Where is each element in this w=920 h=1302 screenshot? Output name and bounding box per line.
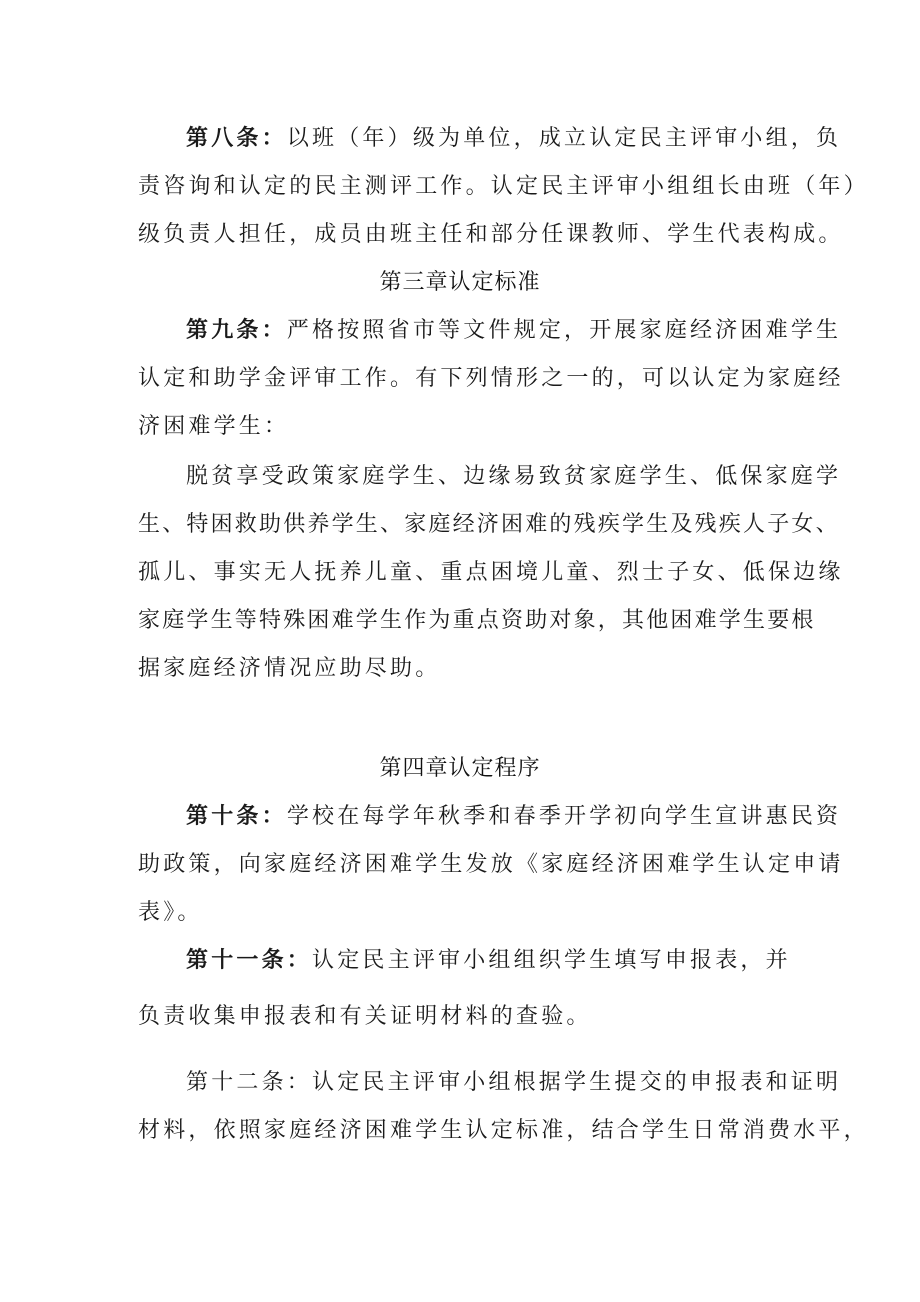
chapter-4-heading: 第四章认定程序 <box>379 756 541 781</box>
chapter-3-heading: 第三章认定标准 <box>379 270 541 295</box>
article-10-line-3: 表》。 <box>138 900 203 925</box>
article-9-line-3: 济困难学生： <box>138 414 290 439</box>
article-8-line-1 <box>186 124 841 154</box>
paragraph-9-line-2: 生、特困救助供养学生、家庭经济困难的残疾学生及残疾人子女、 <box>138 512 840 537</box>
article-10-line-1 <box>186 802 841 832</box>
article-9-line-1 <box>186 316 841 346</box>
article-9-text-1: 严格按照省市等文件规定，开展家庭经济困难学生 <box>286 318 842 343</box>
article-10-line-2: 助政策，向家庭经济困难学生发放《家庭经济困难学生认定申请 <box>138 852 844 877</box>
article-11-line-1 <box>186 946 791 976</box>
article-8-label: 第八条： <box>186 126 287 151</box>
paragraph-9-line-4: 家庭学生等特殊困难学生作为重点资助对象，其他困难学生要根 <box>138 608 816 633</box>
article-11-label: 第十一条： <box>186 948 313 973</box>
article-8-line-3: 级负责人担任，成员由班主任和部分任课教师、学生代表构成。 <box>138 222 844 247</box>
article-11-line-2: 负责收集申报表和有关证明材料的查验。 <box>138 1004 592 1029</box>
article-8-text-1: 以班（年）级为单位，成立认定民主评审小组，负 <box>286 126 842 151</box>
article-10-label: 第十条： <box>186 804 287 829</box>
article-9-line-2: 认定和助学金评审工作。有下列情形之一的，可以认定为家庭经 <box>138 366 844 391</box>
article-10-text-1: 学校在每学年秋季和春季开学初向学生宣讲惠民资 <box>286 804 842 829</box>
paragraph-9-line-1: 脱贫享受政策家庭学生、边缘易致贫家庭学生、低保家庭学 <box>186 464 842 489</box>
paragraph-9-line-5: 据家庭经济情况应助尽助。 <box>138 656 441 681</box>
article-12-line-2: 材料，依照家庭经济困难学生认定标准，结合学生日常消费水平， <box>138 1118 869 1143</box>
article-8-line-2: 责咨询和认定的民主测评工作。认定民主评审小组组长由班（年） <box>138 174 869 199</box>
article-11-text-1: 认定民主评审小组组织学生填写申报表，并 <box>312 948 791 973</box>
article-9-label: 第九条： <box>186 318 287 343</box>
paragraph-9-line-3: 孤儿、事实无人抚养儿童、重点困境儿童、烈士子女、低保边缘 <box>138 560 844 585</box>
article-12-line-1: 第十二条：认定民主评审小组根据学生提交的申报表和证明 <box>186 1070 842 1095</box>
